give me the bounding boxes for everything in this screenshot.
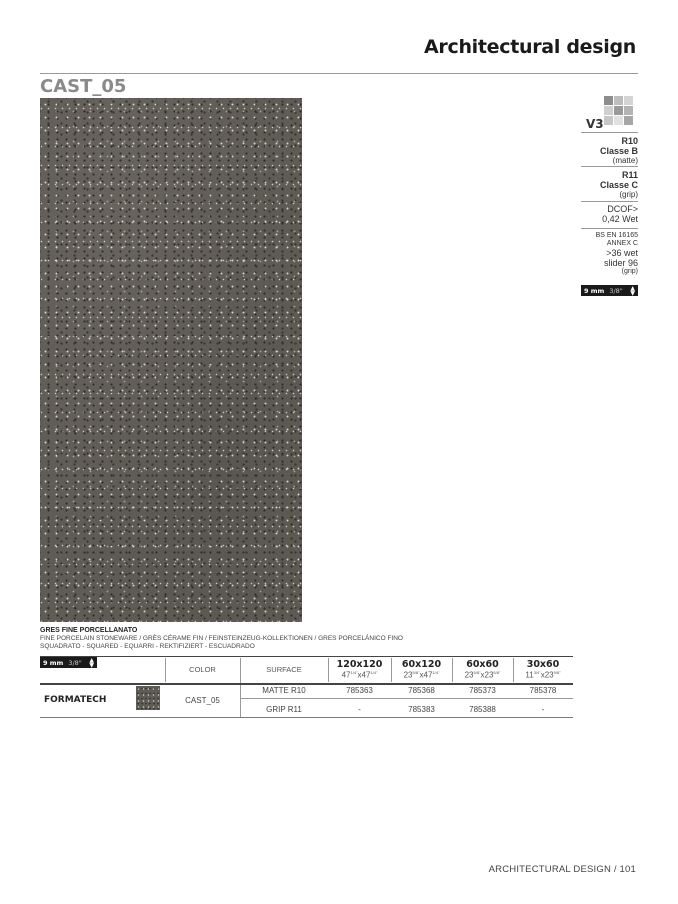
table-cell: 785363: [346, 686, 373, 695]
table-cell: 785383: [408, 705, 435, 714]
page-header-title: Architectural design: [424, 36, 636, 58]
size-label: 120x120: [336, 659, 383, 670]
surface-cell: GRIP R11: [266, 705, 302, 714]
size-inches: $11^{3/4"}x23^{5/8"}$: [525, 670, 561, 680]
header-divider: [40, 73, 638, 74]
thickness-mm: 9 mm: [584, 286, 605, 295]
table-cell: 785388: [469, 705, 496, 714]
bs-wet-value: >36 wet: [606, 248, 638, 258]
table-top-border: [40, 656, 573, 657]
grip-slip-classe: Classe C: [599, 180, 638, 190]
column-header-surface: SURFACE: [266, 665, 302, 674]
spec-divider: [581, 132, 638, 133]
collection-name: FORMATECH: [44, 695, 107, 705]
column-header-size: [513, 659, 573, 680]
grip-slip-spec: [581, 170, 638, 199]
table-header-divider: [40, 683, 573, 685]
table-row-divider: [240, 698, 573, 699]
dcof-value: 0,42 Wet: [602, 214, 638, 224]
column-header-size: [328, 659, 391, 680]
material-title: GRES FINE PORCELLANATO: [40, 627, 138, 634]
column-header-color: COLOR: [189, 665, 216, 674]
size-inches: $23^{5/8"}x47^{1/4"}$: [403, 670, 440, 680]
table-thickness-inch: 3/8": [68, 658, 82, 667]
spec-divider: [581, 228, 638, 229]
color-name: CAST_05: [185, 696, 220, 705]
thickness-arrow-icon: ▲ ▼: [630, 284, 635, 297]
bs-slider: slider 96: [603, 258, 638, 268]
matte-slip-rating: R10: [621, 136, 638, 146]
material-edge-type: SQUADRATO - SQUARED - EQUARRI - REKTIFIZIERT - ESCUADRADO: [40, 643, 255, 650]
table-cell: 785378: [529, 686, 557, 695]
size-inches: $23^{5/8"}x23^{5/8"}$: [464, 670, 501, 680]
spec-divider: [581, 166, 638, 167]
bs-finish: (grip): [621, 268, 638, 275]
thickness-inch: 3/8": [609, 286, 623, 295]
size-inches: $47^{1/4"}x47^{1/4"}$: [341, 670, 378, 680]
surface-cell: MATTE R10: [262, 686, 306, 695]
wear-class-label: V3: [586, 117, 604, 131]
column-header-size: [391, 659, 452, 680]
table-cell: -: [358, 705, 361, 714]
bs-standard: BS EN 16165: [595, 232, 638, 239]
table-thickness-badge: [40, 657, 97, 668]
product-code-title: CAST_05: [40, 76, 127, 97]
dcof-spec: [581, 204, 638, 224]
table-thickness-mm: 9 mm: [43, 658, 64, 667]
bs-annex: ANNEX C: [606, 240, 638, 247]
column-header-size: [452, 659, 513, 680]
tile-texture-image: [40, 98, 302, 622]
shade-variation-icon: [604, 96, 634, 126]
color-swatch: [136, 686, 160, 710]
table-cell: 785368: [408, 686, 435, 695]
table-thickness-arrow-icon: ▲ ▼: [89, 656, 94, 669]
dcof-label: DCOF>: [607, 204, 638, 214]
bs-en-spec: [581, 232, 638, 276]
table-cell: 785373: [469, 686, 496, 695]
grip-slip-rating: R11: [621, 170, 638, 180]
table-cell: -: [541, 705, 545, 714]
matte-slip-finish: (matte): [612, 156, 638, 165]
grip-slip-finish: (grip): [619, 190, 638, 199]
matte-slip-classe: Classe B: [599, 146, 638, 156]
size-label: 60x60: [466, 659, 499, 670]
thickness-badge: [581, 285, 638, 296]
material-translations: FINE PORCELAIN STONEWARE / GRÈS CÉRAME FIN / FEINSTEINZEUG-KOLLEKTIONEN / GRES PORCELÁNICO FINO: [40, 635, 403, 642]
spec-divider: [581, 201, 638, 202]
matte-slip-spec: [581, 136, 638, 165]
size-label: 60x120: [401, 659, 442, 670]
size-label: 30x60: [526, 659, 560, 670]
page-footer: ARCHITECTURAL DESIGN / 101: [488, 864, 636, 875]
table-bottom-border: [40, 717, 573, 718]
